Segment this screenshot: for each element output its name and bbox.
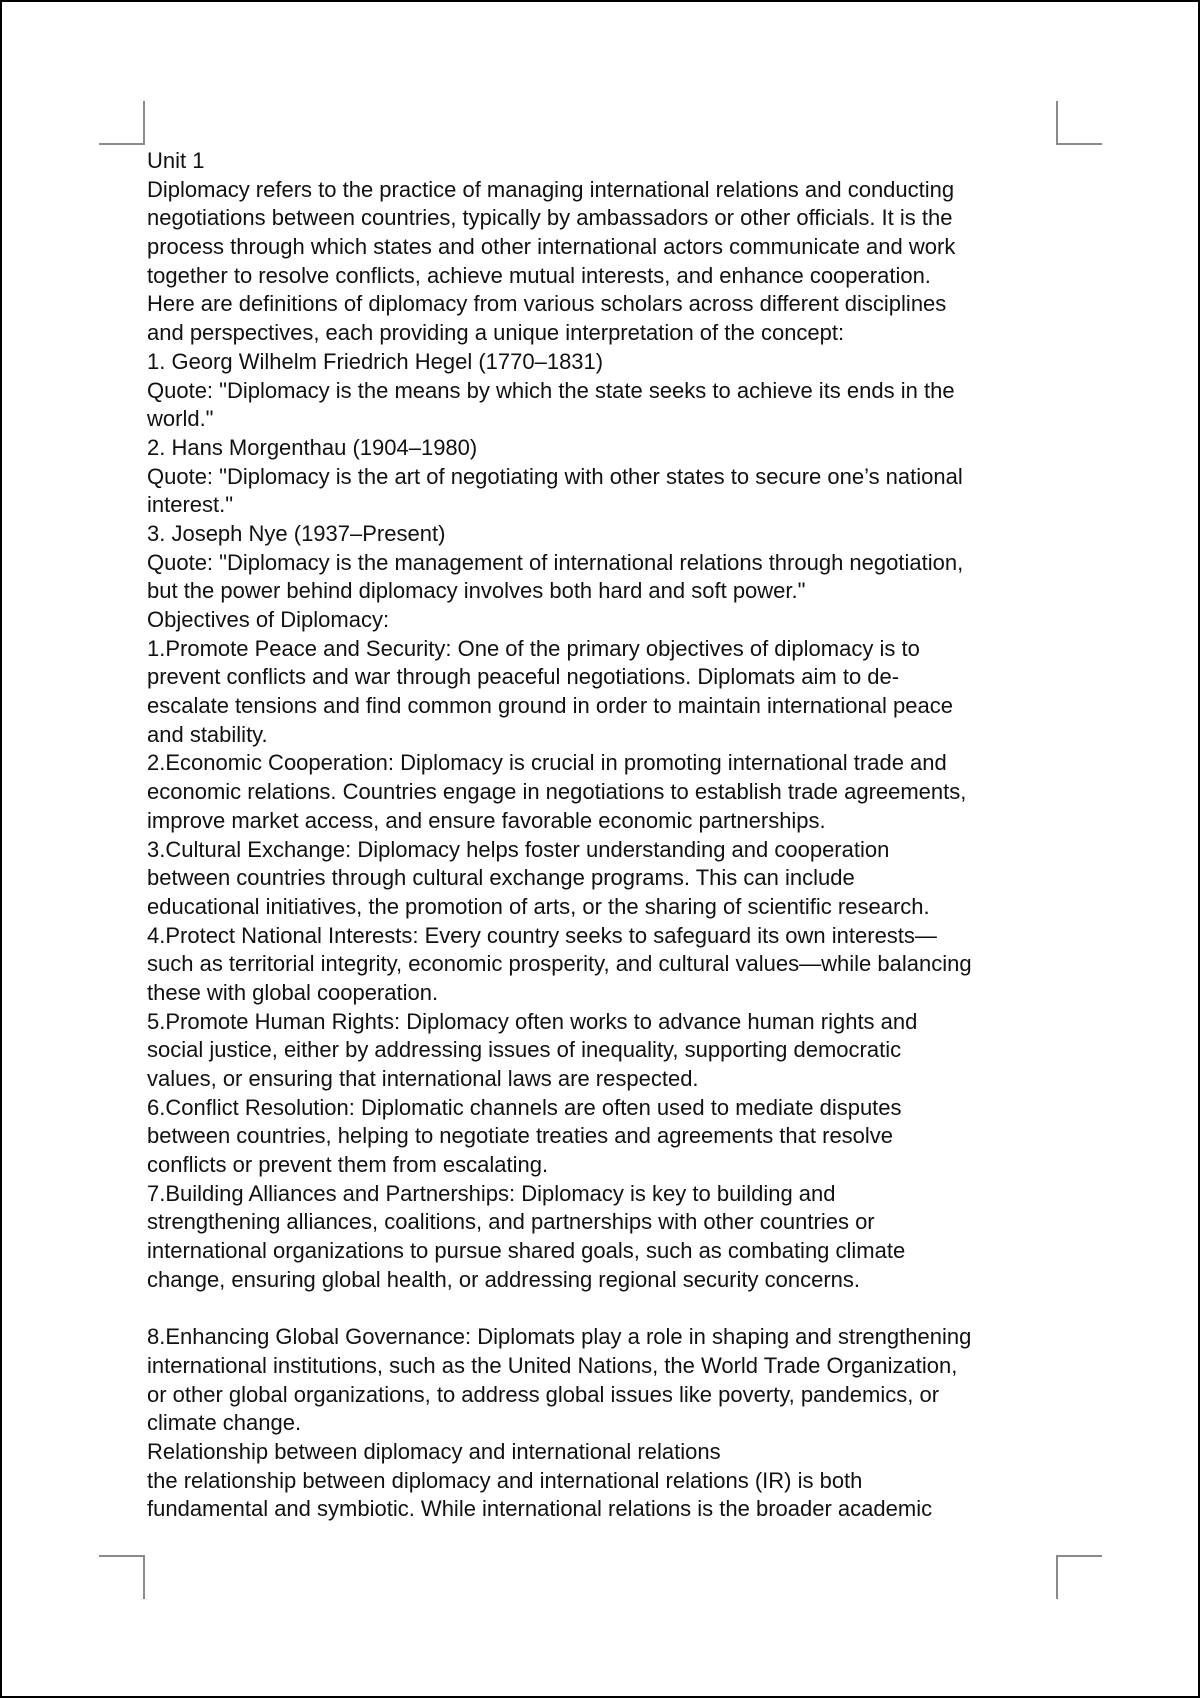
text-line: together to resolve conflicts, achieve mutual interests, and enhance cooperation. [147,262,931,288]
objective-line: economic relations. Countries engage in negotiations to establish trade agreements, [147,779,967,805]
objective-line: improve market access, and ensure favorable economic partnerships. [147,807,826,833]
crop-mark-top-right-horizontal [1058,143,1102,145]
objective-line: educational initiatives, the promotion of arts, or the sharing of scientific research. [147,893,930,919]
objective-line: 5.Promote Human Rights: Diplomacy often works to advance human rights and [147,1008,918,1034]
text-line: and perspectives, each providing a unique interpretation of the concept: [147,320,845,346]
objective-line: 7.Building Alliances and Partnerships: Diplomacy is key to building and [147,1180,836,1206]
text-line: negotiations between countries, typically by ambassadors or other officials. It is the [147,205,953,231]
crop-mark-top-left-horizontal [99,143,143,145]
heading-unit: Unit 1 [147,148,205,173]
crop-mark-top-left-vertical [143,101,145,145]
blank-line [147,1295,1067,1324]
crop-mark-bottom-right-horizontal [1058,1555,1102,1557]
document-body [147,147,1067,1524]
quote-line: but the power behind diplomacy involves both hard and soft power." [147,578,806,604]
quote-line: interest." [147,492,234,518]
crop-mark-bottom-left-horizontal [99,1555,143,1557]
text-line: fundamental and symbiotic. While international relations is the broader academic [147,1496,933,1522]
text-line: Here are definitions of diplomacy from various scholars across different disciplines [147,291,947,317]
objective-line: 2.Economic Cooperation: Diplomacy is crucial in promoting international trade and [147,750,947,776]
objective-line: change, ensuring global health, or addressing regional security concerns. [147,1266,860,1292]
quote-line: world." [147,406,214,432]
objective-line: 1.Promote Peace and Security: One of the primary objectives of diplomacy is to [147,635,920,661]
text-line: process through which states and other international actors communicate and work [147,234,956,260]
scholar-heading-hegel: 1. Georg Wilhelm Friedrich Hegel (1770–1831) [147,348,604,374]
objective-line: strengthening alliances, coalitions, and partnerships with other countries or [147,1209,875,1235]
crop-mark-bottom-left-vertical [143,1555,145,1599]
objective-line: or other global organizations, to address global issues like poverty, pandemics, or [147,1381,940,1407]
objective-line: values, or ensuring that international laws are respected. [147,1066,699,1091]
crop-mark-bottom-right-vertical [1056,1555,1058,1599]
objective-line: 6.Conflict Resolution: Diplomatic channels are often used to mediate disputes [147,1094,902,1120]
objective-line: climate change. [147,1410,302,1436]
quote-line: Quote: "Diplomacy is the management of international relations through negotiation, [147,549,964,575]
objective-line: and stability. [147,721,268,747]
objective-line: conflicts or prevent them from escalating. [147,1152,549,1178]
section-heading-relationship: Relationship between diplomacy and international relations [147,1438,721,1464]
objective-line: 3.Cultural Exchange: Diplomacy helps foster understanding and cooperation [147,836,890,862]
objective-line: prevent conflicts and war through peaceful negotiations. Diplomats aim to de- [147,664,900,690]
objective-line: 8.Enhancing Global Governance: Diplomats play a role in shaping and strengthening [147,1324,972,1350]
objective-line: these with global cooperation. [147,979,439,1005]
text-line: Diplomacy refers to the practice of managing international relations and conducting [147,176,955,202]
crop-mark-top-right-vertical [1056,101,1058,145]
quote-line: Quote: "Diplomacy is the means by which the state seeks to achieve its ends in the [147,377,955,403]
objective-line: such as territorial integrity, economic prosperity, and cultural values—while balancing [147,951,972,977]
objective-line: 4.Protect National Interests: Every country seeks to safeguard its own interests— [147,922,937,948]
objective-line: international organizations to pursue shared goals, such as combating climate [147,1238,906,1264]
text-line: the relationship between diplomacy and international relations (IR) is both [147,1467,863,1493]
quote-line: Quote: "Diplomacy is the art of negotiating with other states to secure one’s national [147,463,963,489]
section-heading-objectives: Objectives of Diplomacy: [147,607,390,632]
objective-line: international institutions, such as the United Nations, the World Trade Organization, [147,1352,958,1378]
objective-line: social justice, either by addressing issues of inequality, supporting democratic [147,1037,902,1063]
objective-line: between countries, helping to negotiate treaties and agreements that resolve [147,1123,894,1149]
scholar-heading-nye: 3. Joseph Nye (1937–Present) [147,520,446,546]
objective-line: escalate tensions and find common ground in order to maintain international peace [147,693,953,719]
scholar-heading-morgenthau: 2. Hans Morgenthau (1904–1980) [147,434,478,460]
objective-line: between countries through cultural exchange programs. This can include [147,865,855,891]
